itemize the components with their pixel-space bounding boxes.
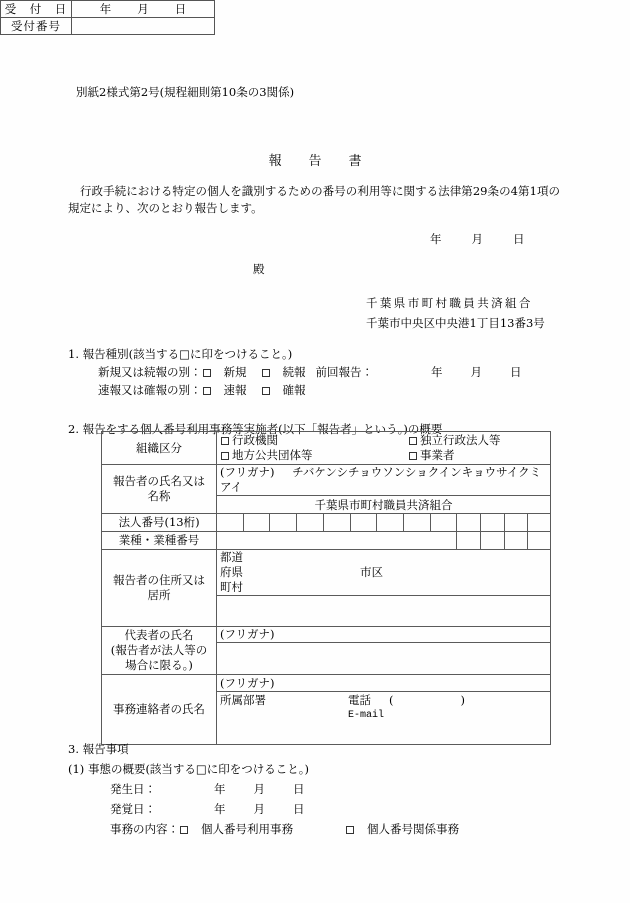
option-prompt-label: 速報 [223,383,247,397]
corporate-number-digit-9[interactable] [430,514,457,532]
occurrence-date-day: 日 [293,782,305,796]
reporter-name-label: 報告者の氏名又は 名称 [102,465,217,514]
receipt-date-value[interactable] [72,1,215,18]
reporter-overview-table [101,431,551,745]
corporate-number-digit-10[interactable] [457,514,481,532]
option-personal-number-use-label: 個人番号利用事務 [201,822,293,836]
industry-number-digit-4[interactable] [528,532,551,550]
reporter-name-value[interactable]: 千葉県市町村職員共済組合 [217,496,551,514]
table-row-industry-number [102,532,551,550]
previous-report-year: 年 [431,365,443,379]
furigana-label: (フリガナ) [220,627,275,641]
occurrence-date-row [110,781,305,797]
telephone-label: 電話 [348,693,372,707]
submission-date-year: 年 [430,232,442,246]
intro-paragraph: 行政手続における特定の個人を識別するための番号の利用等に関する法律第29条の4第1項の規定により、次のとおり報告します。 [68,184,560,215]
checkbox-followup[interactable] [262,369,270,377]
representative-name-value[interactable] [217,643,551,675]
previous-report-month: 月 [470,365,482,379]
corporate-number-digit-13[interactable] [528,514,551,532]
previous-report-label: 前回報告： [315,365,373,379]
corporate-number-digit-12[interactable] [504,514,528,532]
corporate-number-digit-3[interactable] [270,514,297,532]
option-personal-number-related-label: 個人番号関係事務 [367,822,459,836]
option-new-label: 新規 [223,365,247,379]
reporter-furigana-cell[interactable] [217,465,551,496]
submission-date-line[interactable] [430,231,525,247]
occurrence-date-year: 年 [214,782,226,796]
prefecture-hint: 都道 府県 [220,550,244,579]
reporter-address-value[interactable] [217,596,551,627]
industry-name-cell[interactable] [217,532,457,550]
furigana-label: (フリガナ) [220,465,275,479]
furigana-label: (フリガナ) [220,675,275,690]
table-row-corporate-number [102,514,551,532]
city-hint: 市区 町村 [220,565,384,594]
contact-details-cell[interactable] [217,692,551,745]
receipt-date-label: 受 付 日 [1,1,72,18]
industry-number-digit-1[interactable] [457,532,481,550]
discovery-date-year: 年 [214,802,226,816]
option-administrative-organ-label: 行政機関 [232,433,279,447]
checkbox-administrative-organ[interactable] [221,437,229,445]
representative-furigana-cell[interactable] [217,627,551,643]
checkbox-prompt-report[interactable] [203,387,211,395]
report-type-prompt-or-final-row [98,382,306,398]
email-label: E-mail [348,710,385,721]
submission-date-day: 日 [513,232,525,246]
option-independent-admin-corp-label: 独立行政法人等 [420,433,501,447]
table-row-representative-furigana [102,627,551,643]
receipt-date-day: 日 [174,2,187,16]
table-row-reporter-furigana [102,465,551,496]
receipt-date-month: 月 [137,2,149,16]
table-row-receipt-number [1,18,215,35]
option-followup-label: 続報 [282,365,306,379]
discovery-date-label: 発覚日： [110,802,156,816]
corporate-number-digit-1[interactable] [217,514,244,532]
corporate-number-digit-6[interactable] [350,514,377,532]
telephone-parentheses: ( ) [389,693,479,707]
checkbox-final-report[interactable] [262,387,270,395]
occurrence-date-month: 月 [253,782,265,796]
corporate-number-digit-8[interactable] [403,514,430,532]
checkbox-business-operator[interactable] [409,452,417,460]
table-row-org-division [102,432,551,465]
report-type-new-or-followup-row [98,364,522,380]
option-local-public-body-label: 地方公共団体等 [232,448,313,462]
corporate-number-label: 法人番号(13桁) [102,514,217,532]
receipt-date-year: 年 [99,2,112,16]
industry-number-label: 業種・業種番号 [102,532,217,550]
option-final-label: 確報 [282,383,306,397]
occurrence-date-label: 発生日： [110,782,156,796]
form-number-label: 別紙2様式第2号(規程細則第10条の3関係) [76,85,295,99]
industry-number-digit-2[interactable] [481,532,505,550]
industry-number-digit-3[interactable] [504,532,528,550]
receipt-number-value[interactable] [72,18,215,35]
section3-item1-heading: (1) 事態の概要(該当する□に印をつけること。) [68,762,310,776]
discovery-date-month: 月 [253,802,265,816]
submission-date-month: 月 [471,232,483,246]
section1-heading: 1. 報告種別(該当する□に印をつけること。) [68,347,293,361]
corporate-number-digit-4[interactable] [297,514,324,532]
business-content-row [110,821,459,837]
department-label: 所属部署 [220,693,267,707]
corporate-number-digit-7[interactable] [377,514,404,532]
org-division-options-cell [217,432,551,465]
section2-heading: 2. 報告をする個人番号利用事務等実施者(以下「報告者」という。)の概要 [68,422,443,436]
issuer-name: 千葉県市町村職員共済組合 [366,296,533,310]
contact-name-label: 事務連絡者の氏名 [102,675,217,745]
discovery-date-day: 日 [293,802,305,816]
table-row-receipt-date [1,1,215,18]
org-division-label: 組織区分 [102,432,217,465]
issuer-address: 千葉市中央区中央港1丁目13番3号 [366,316,545,330]
page-title: 報 告 書 [268,154,369,169]
reporter-address-label: 報告者の住所又は 居所 [102,550,217,627]
new-or-followup-label: 新規又は続報の別： [98,365,202,379]
checkbox-personal-number-related-business[interactable] [346,826,354,834]
corporate-number-digit-5[interactable] [323,514,350,532]
corporate-number-digit-2[interactable] [243,514,270,532]
section3-heading: 3. 報告事項 [68,742,129,756]
representative-name-label: 代表者の氏名 (報告者が法人等の 場合に限る。) [102,627,217,675]
previous-report-day: 日 [510,365,522,379]
prompt-or-final-label: 速報又は確報の別： [98,383,202,397]
business-content-label: 事務の内容： [110,822,179,836]
addressee-suffix: 殿 [253,262,265,276]
receipt-number-label: 受付番号 [1,18,72,35]
address-hint-cell [217,550,551,596]
checkbox-personal-number-use-business[interactable] [180,826,188,834]
corporate-number-digit-11[interactable] [481,514,505,532]
receipt-table [0,0,215,35]
table-row-reporter-address-hint [102,550,551,596]
checkbox-new[interactable] [203,369,211,377]
checkbox-local-public-body[interactable] [221,452,229,460]
reporter-furigana-value: チバケンシチョウソンショクインキョウサイクミアイ [220,465,542,494]
option-business-operator-label: 事業者 [420,448,455,462]
checkbox-independent-admin-corp[interactable] [409,437,417,445]
discovery-date-row [110,801,305,817]
